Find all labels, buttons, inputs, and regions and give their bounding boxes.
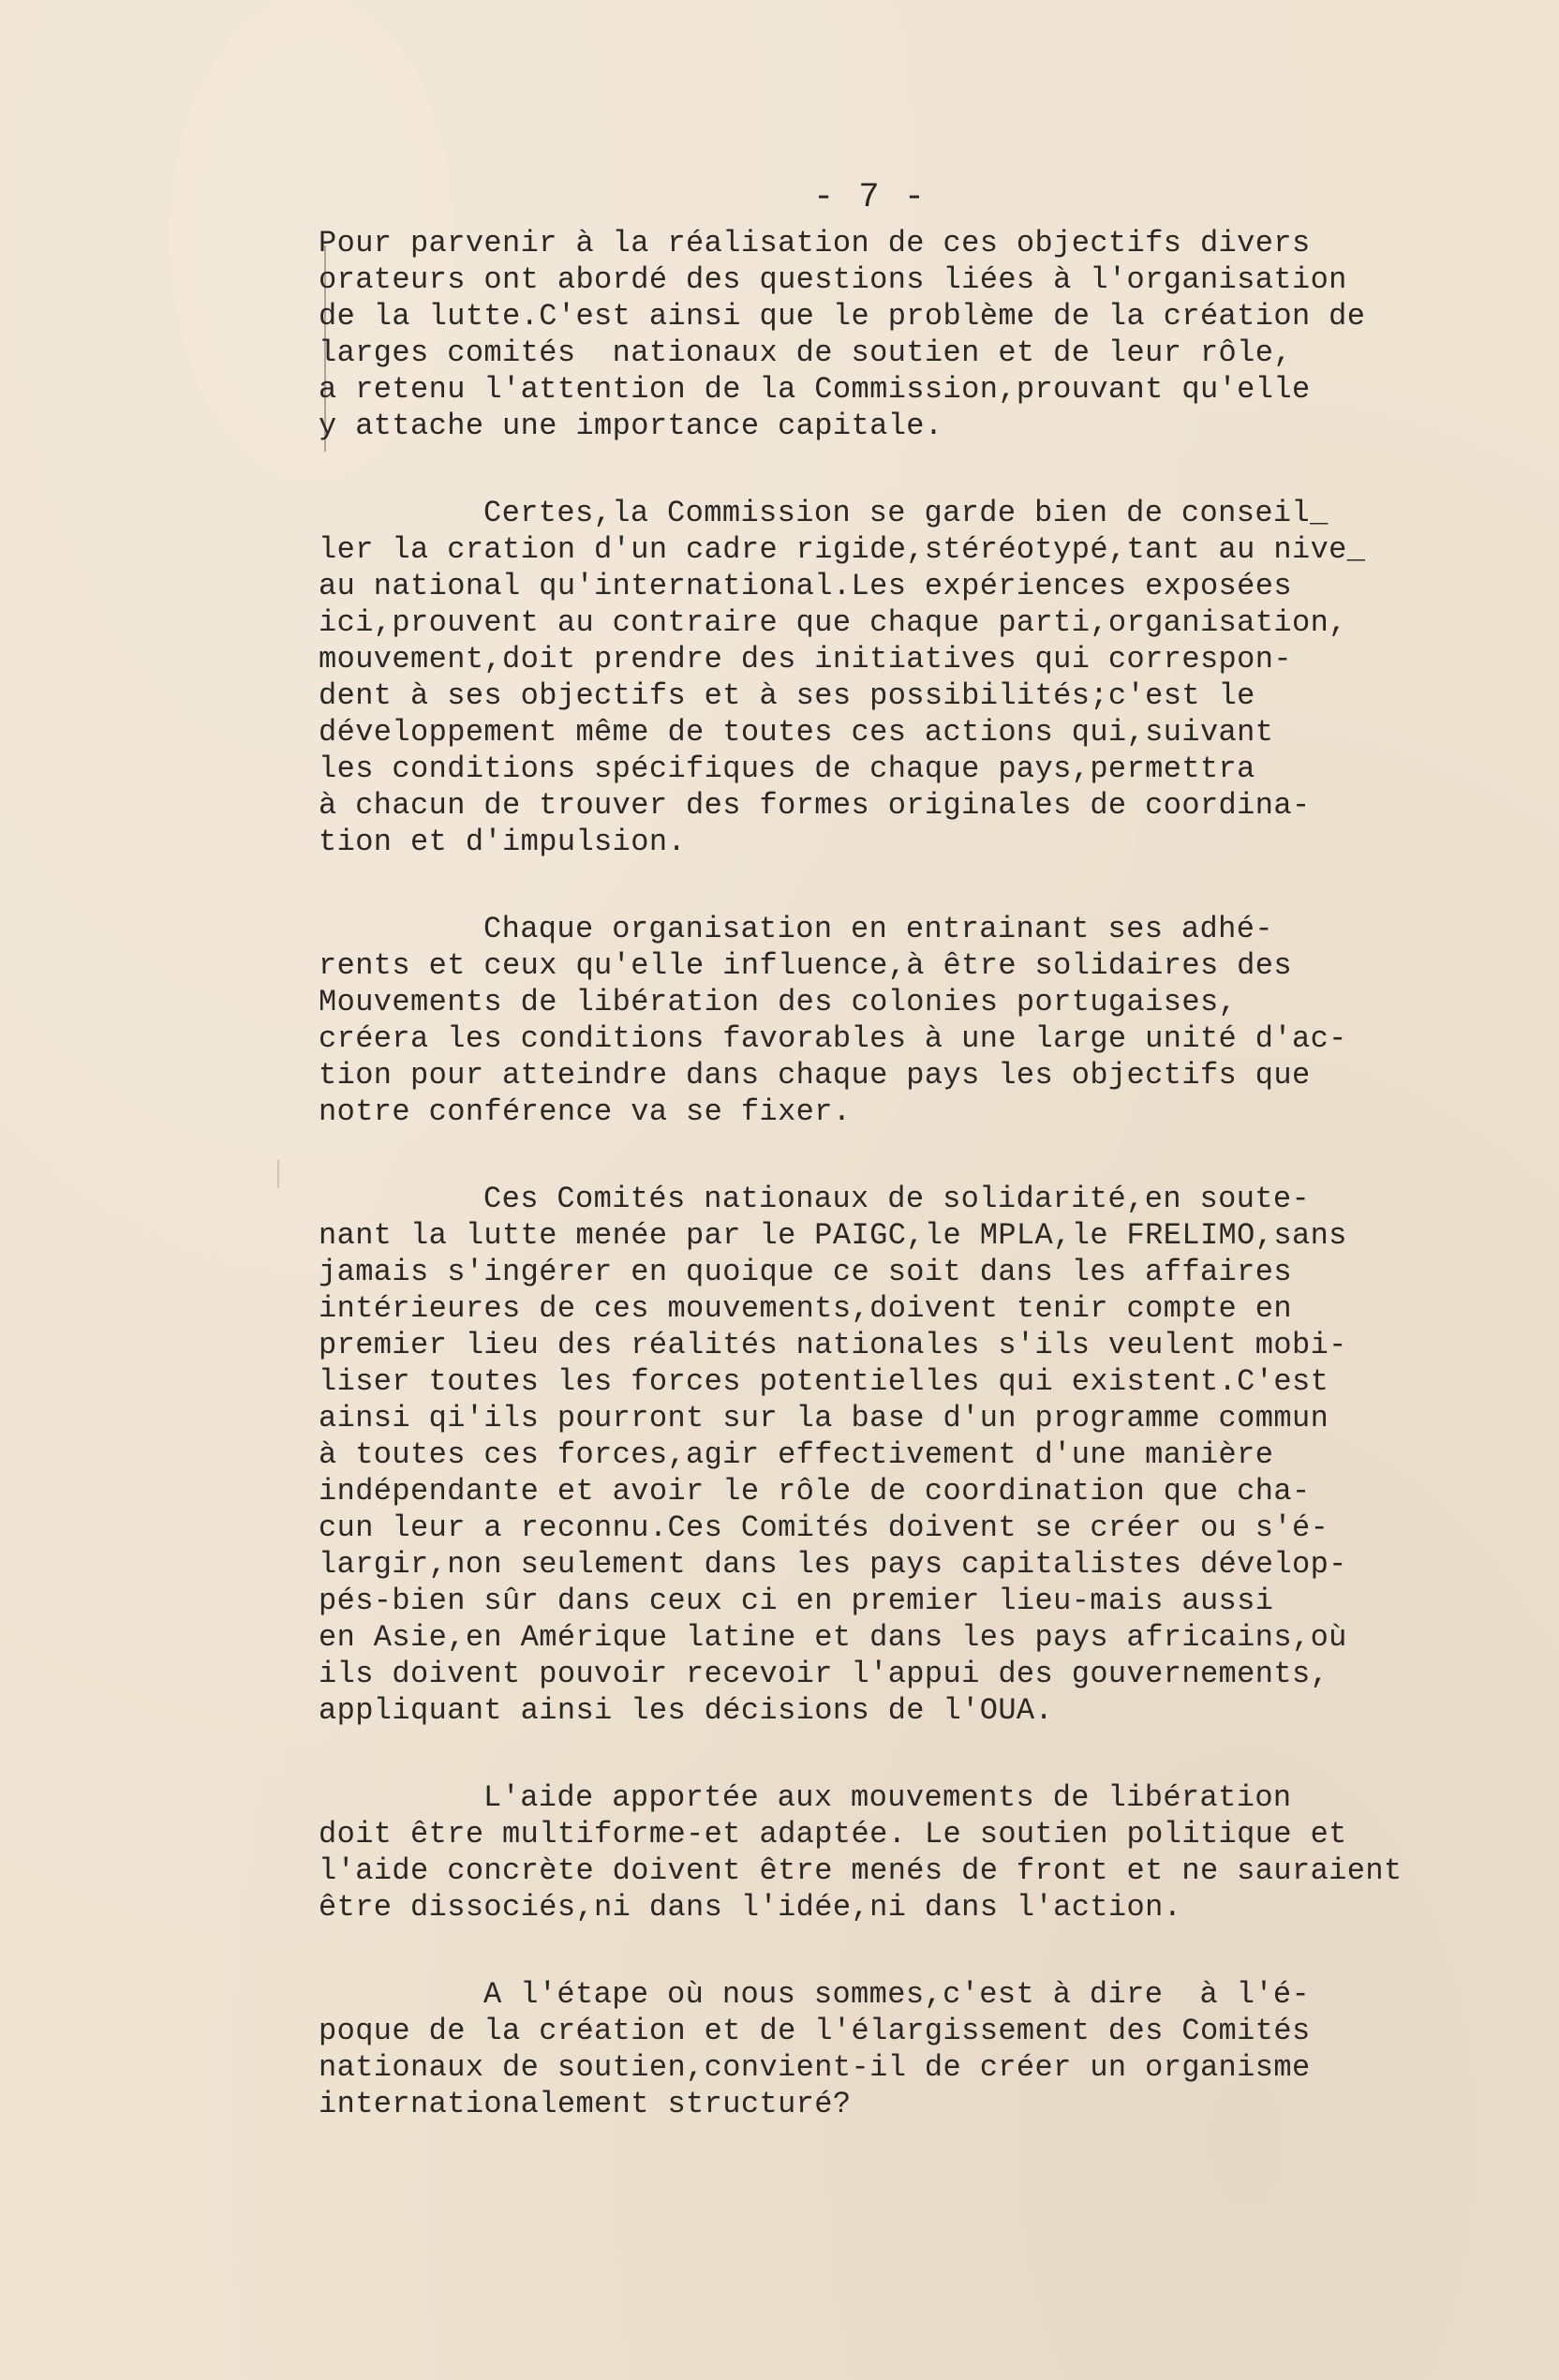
text-line: cun leur a reconnu.Ces Comités doivent se créer ou s'é- bbox=[319, 1510, 1329, 1545]
text-line: au national qu'international.Les expériences exposées bbox=[319, 569, 1292, 603]
margin-pencil-mark bbox=[277, 1160, 279, 1188]
paragraph bbox=[319, 1976, 1443, 2122]
text-line: de la lutte.C'est ainsi que le problème de la création de bbox=[319, 299, 1366, 334]
text-line: tion pour atteindre dans chaque pays les objectifs que bbox=[319, 1058, 1311, 1093]
paragraph bbox=[319, 495, 1443, 860]
text-line: Pour parvenir à la réalisation de ces objectifs divers bbox=[319, 226, 1311, 260]
page-number: - 7 - bbox=[813, 178, 928, 217]
text-line: A l'étape où nous sommes,c'est à dire à l'é- bbox=[483, 1977, 1311, 2012]
text-line: ler la cration d'un cadre rigide,stéréotypé,tant au nive_ bbox=[319, 532, 1366, 567]
text-line: à toutes ces forces,agir effectivement d'une manière bbox=[319, 1437, 1274, 1472]
text-line: y attache une importance capitale. bbox=[319, 409, 943, 443]
paragraph bbox=[319, 1181, 1443, 1729]
text-line: à chacun de trouver des formes originales de coordina- bbox=[319, 788, 1311, 823]
text-line: orateurs ont abordé des questions liées à l'organisation bbox=[319, 262, 1347, 297]
text-line: Mouvements de libération des colonies portugaises, bbox=[319, 985, 1238, 1019]
text-line: indépendante et avoir le rôle de coordination que cha- bbox=[319, 1474, 1311, 1509]
paragraph bbox=[319, 225, 1443, 444]
typed-body-text bbox=[319, 225, 1443, 2173]
text-line: liser toutes les forces potentielles qui existent.C'est bbox=[319, 1364, 1329, 1399]
text-line: intérieures de ces mouvements,doivent tenir compte en bbox=[319, 1291, 1292, 1326]
text-line: nant la lutte menée par le PAIGC,le MPLA,le FRELIMO,sans bbox=[319, 1218, 1347, 1253]
text-line: premier lieu des réalités nationales s'ils veulent mobi- bbox=[319, 1328, 1347, 1362]
text-line: créera les conditions favorables à une large unité d'ac- bbox=[319, 1021, 1347, 1056]
text-line: appliquant ainsi les décisions de l'OUA. bbox=[319, 1693, 1054, 1728]
text-line: ici,prouvent au contraire que chaque parti,organisation, bbox=[319, 605, 1347, 640]
text-line: larges comités nationaux de soutien et de leur rôle, bbox=[319, 335, 1292, 370]
text-line: Certes,la Commission se garde bien de conseil_ bbox=[483, 496, 1329, 530]
text-line: être dissociés,ni dans l'idée,ni dans l'action. bbox=[319, 1890, 1182, 1925]
text-line: largir,non seulement dans les pays capitalistes dévelop- bbox=[319, 1547, 1347, 1582]
paragraph bbox=[319, 1779, 1443, 1926]
text-line: notre conférence va se fixer. bbox=[319, 1094, 852, 1129]
text-line: développement même de toutes ces actions qui,suivant bbox=[319, 715, 1274, 750]
text-line: L'aide apportée aux mouvements de libération bbox=[483, 1780, 1292, 1815]
text-line: l'aide concrète doivent être menés de front et ne sauraient bbox=[319, 1853, 1403, 1888]
text-line: pés-bien sûr dans ceux ci en premier lieu-mais aussi bbox=[319, 1584, 1274, 1618]
text-line: ils doivent pouvoir recevoir l'appui des gouvernements, bbox=[319, 1657, 1329, 1691]
text-line: a retenu l'attention de la Commission,prouvant qu'elle bbox=[319, 372, 1311, 407]
text-line: les conditions spécifiques de chaque pays,permettra bbox=[319, 751, 1255, 786]
text-line: mouvement,doit prendre des initiatives qui correspon- bbox=[319, 642, 1292, 677]
text-line: internationalement structuré? bbox=[319, 2087, 852, 2121]
text-line: jamais s'ingérer en quoique ce soit dans les affaires bbox=[319, 1255, 1292, 1289]
text-line: ainsi qi'ils pourront sur la base d'un programme commun bbox=[319, 1401, 1329, 1435]
text-line: doit être multiforme-et adaptée. Le soutien politique et bbox=[319, 1817, 1347, 1852]
paragraph bbox=[319, 911, 1443, 1130]
text-line: dent à ses objectifs et à ses possibilités;c'est le bbox=[319, 678, 1255, 713]
text-line: Chaque organisation en entrainant ses adhé- bbox=[483, 912, 1273, 946]
text-line: en Asie,en Amérique latine et dans les pays africains,où bbox=[319, 1620, 1347, 1655]
text-line: rents et ceux qu'elle influence,à être solidaires des bbox=[319, 948, 1292, 983]
text-line: poque de la création et de l'élargissement des Comités bbox=[319, 2014, 1311, 2048]
text-line: nationaux de soutien,convient-il de créer un organisme bbox=[319, 2050, 1311, 2085]
text-line: tion et d'impulsion. bbox=[319, 825, 687, 859]
text-line: Ces Comités nationaux de solidarité,en soute- bbox=[483, 1182, 1311, 1216]
